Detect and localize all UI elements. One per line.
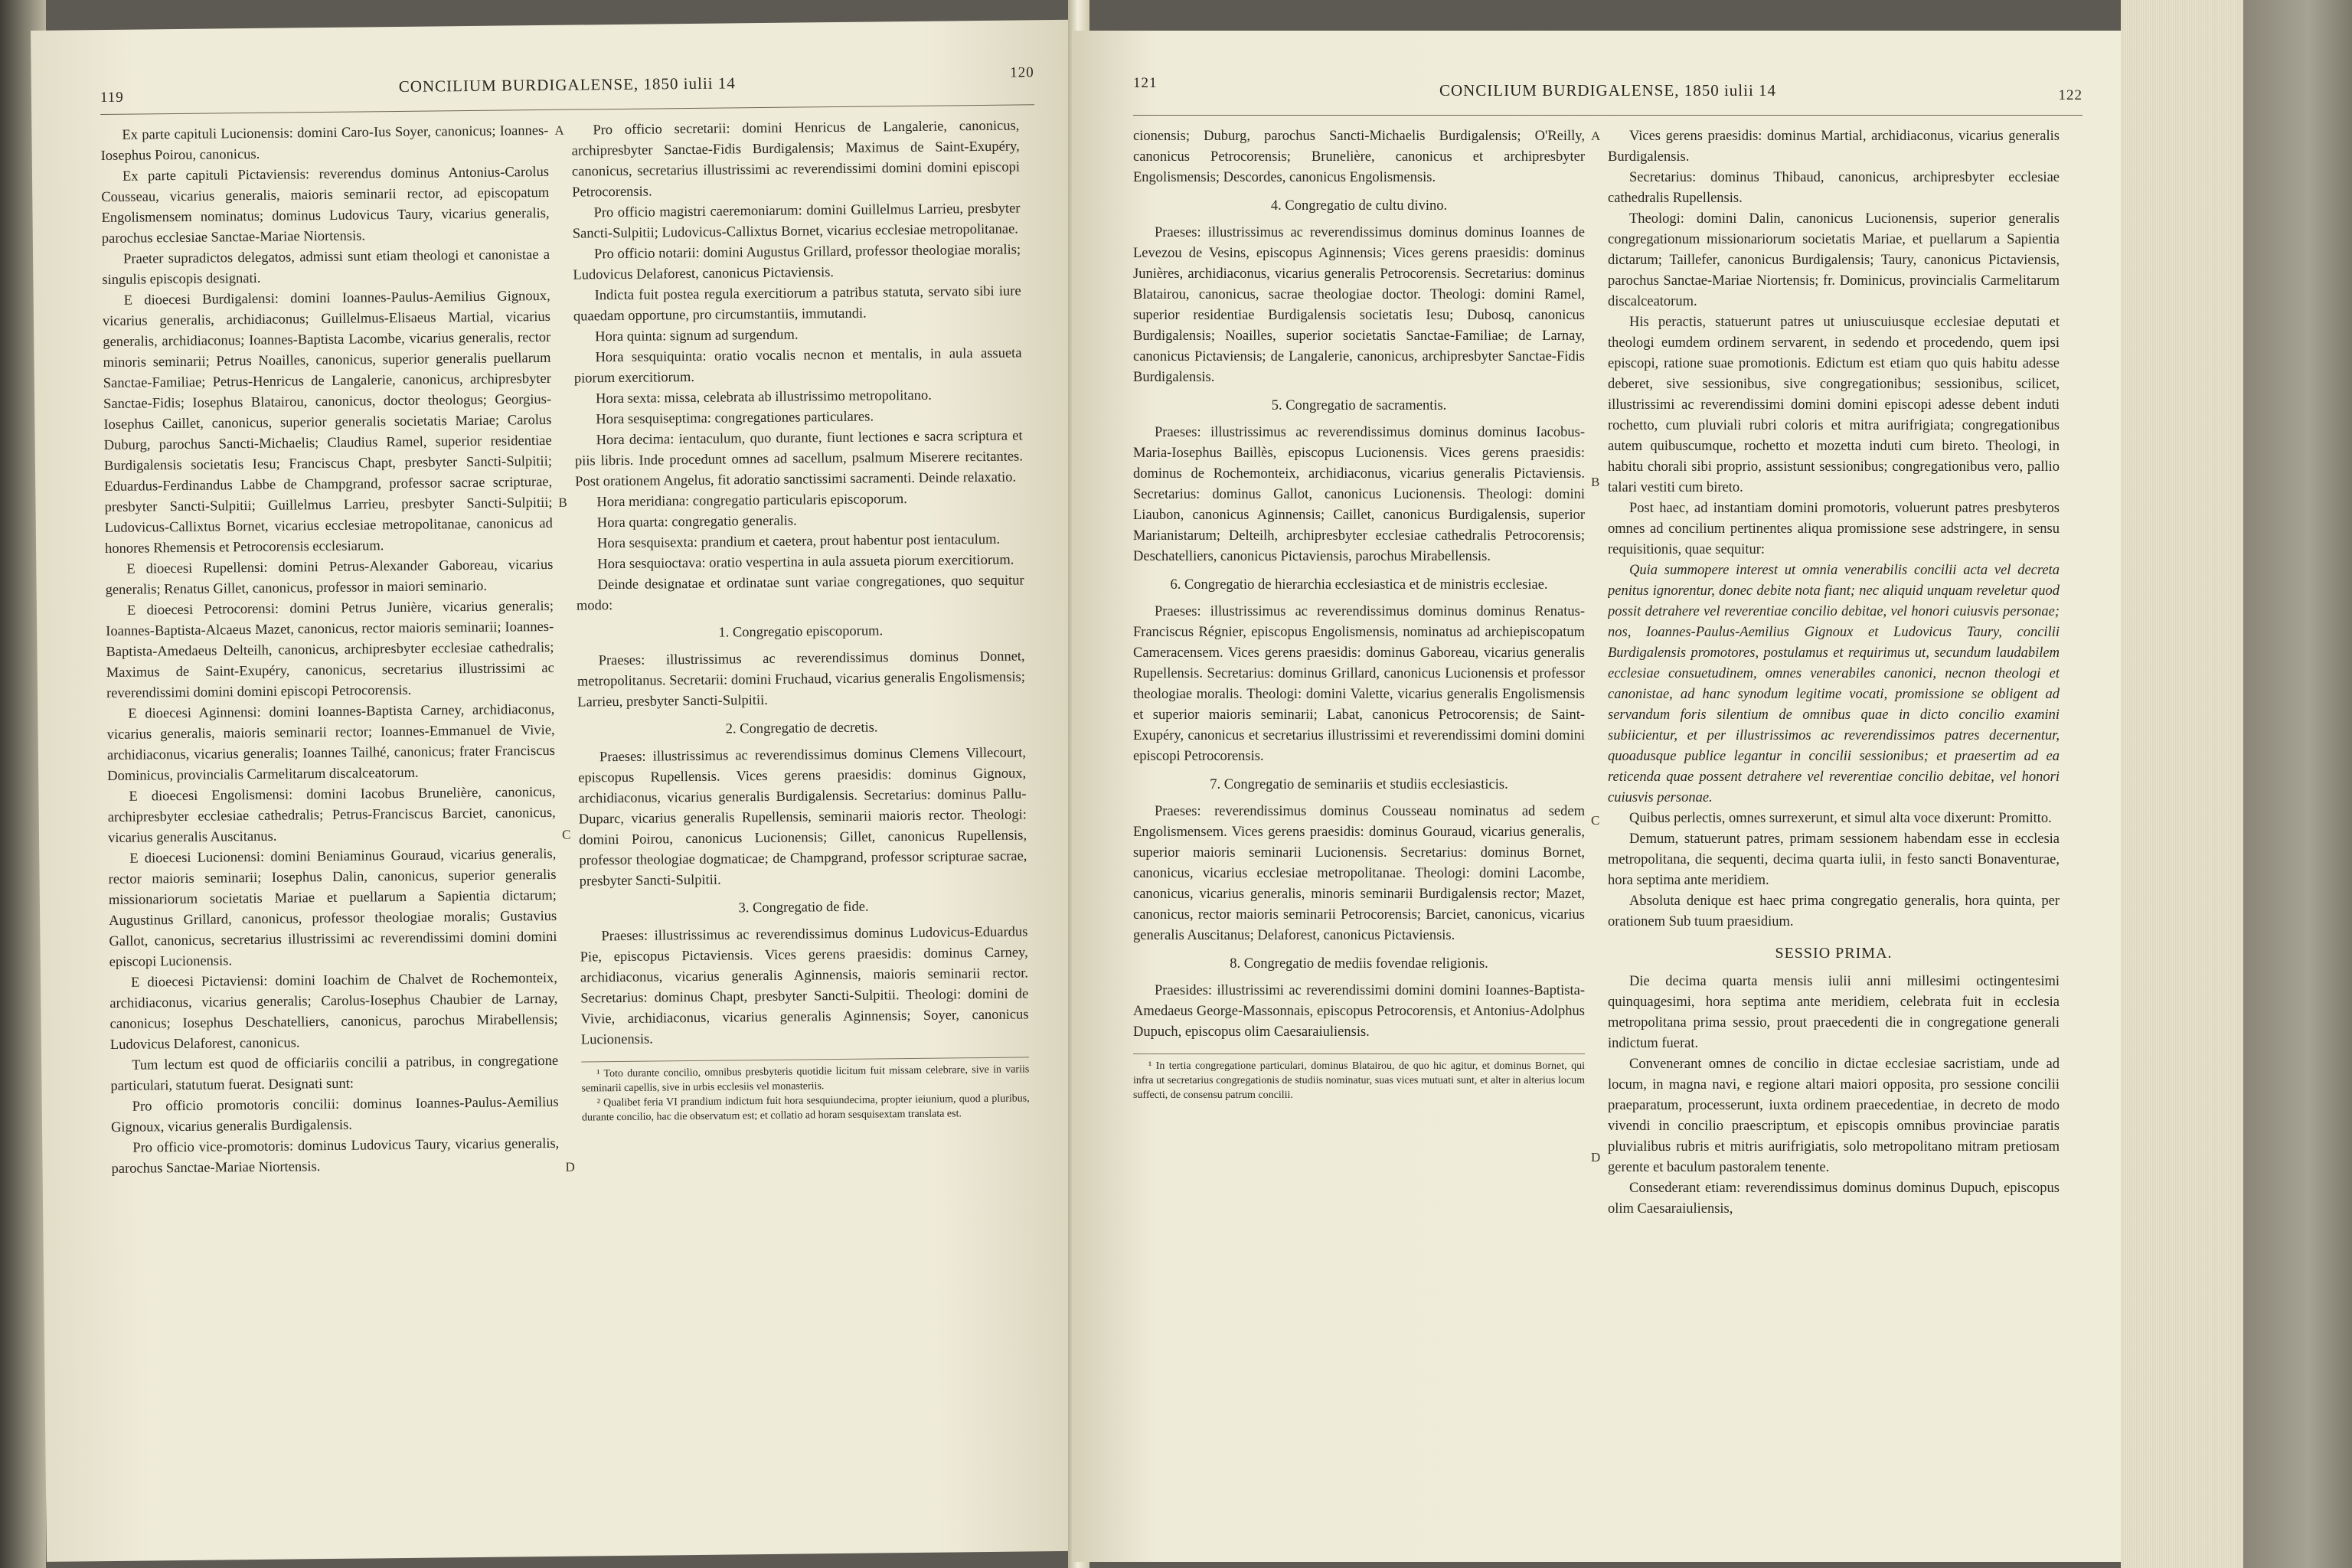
paragraph: Hora sesquiquinta: oratio vocalis necnon et mentalis, in aula assueta piorum exercitiorum. [573,345,1022,387]
congregation-heading: 5. Congregatio de sacramentis. [1271,398,1447,413]
footnote: ¹ In tertia congregatione particulari, dominus Blatairou, de quo hic agitur, et dominus Bornet, qui infra ut secretarius congregationis de studiis nominatur, suas vices mutuati sunt, et alter in alterius locum suffecti, de consensu patrum concilii. [1133,1060,1585,1101]
margin-letter-A: A [554,122,564,138]
congregation-heading: 8. Congregatio de mediis fovendae religionis. [1230,956,1488,972]
session-heading: SESSIO PRIMA. [1775,945,1893,962]
paragraph: Praeter supradictos delegatos, admissi sunt etiam theologi et canonistae a singulis episcopis designati. [102,247,550,289]
margin-letter-B: B [1591,475,1600,489]
right-col-2 [1608,126,2060,1220]
paragraph: Hora sexta: missa, celebrata ab illustrissimo metropolitano. [595,387,932,407]
congregation-text: Praesides: illustrissimi ac reverendissimi domini domini Ioannes-Baptista-Amedaeus George-Massonnais, episcopus Petrocorensis, et Antonius-Adolphus Dupuch, episcopus olim Caesaraiuliensis. [1133,983,1585,1040]
congregation-text: Praeses: illustrissimus ac reverendissimus dominus dominus Renatus-Franciscus Régnier, episcopus Engolismensis, nominatus ad archiepiscopatum Cameracensem. Vices gerens praesidis: dominus Gaboreau, vicarius generalis Rupellensis. Secretarius: dominus Grillard, canonicus Lucionensis et professor theologiae moralis. Theologi: domini Valette, vicarius generalis Engolismensis et superior maioris seminarii; Labat, canonicus Petrocorensis; de Saint-Exupéry, canonicus et secretarius illustrissimi et reverendissimi domini domini episcopi Petrocorensis. [1133,604,1585,764]
left-running-title: CONCILIUM BURDIGALENSE, 1850 iulii 14 [398,74,736,96]
congregation-text: Praeses: illustrissimus ac reverendissimus dominus Donnet, metropolitanus. Secretarii: domini Fruchaud, vicarius generalis Engolismensis; Larrieu, presbyter Sancti-Sulpitii. [577,648,1026,710]
paragraph: Secretarius: dominus Thibaud, canonicus, archipresbyter ecclesiae cathedralis Rupellensis. [1608,170,2060,206]
paragraph: Ex parte capituli Lucionensis: domini Caro-Ius Soyer, canonicus; Ioannes-Iosephus Poirou, canonicus. [100,122,549,165]
paragraph: Pro officio secretarii: domini Henricus de Langalerie, canonicus, archipresbyter Sanctae-Fidis Burdigalensis; Maximus de Saint-Exupéry, canonicus, secretarius illustrissimi ac reverendissimi domini domini episcopi Petrocorensis. [571,118,1021,201]
margin-letter-B: B [558,495,567,510]
paragraph: Demum, statuerunt patres, primam sessionem habendam esse in ecclesia metropolitana, die sequenti, decima quarta iulii, in festo sancti Bonaventurae, hora septima ante meridiem. [1608,831,2060,888]
paragraph: Ex parte capituli Pictaviensis: reverendus dominus Antonius-Carolus Cousseau, vicarius generalis, maioris seminarii rector, ad episcopatum Engolismensem nominatus; dominus Ludovicus Taury, vicarius generalis, parochus ecclesiae Sanctae-Mariae Niortensis. [101,164,550,247]
left-page-number: 119 [100,89,124,106]
right-head-rule [1133,115,2082,116]
paragraph: Hora sesquioctava: oratio vespertina in aula assueta piorum exercitiorum. [597,552,1014,573]
congregation-heading: 3. Congregatio de fide. [738,899,869,916]
paragraph: Consederant etiam: reverendissimus dominus dominus Dupuch, episcopus olim Caesaraiuliensis, [1608,1181,2060,1217]
congregation-heading: 1. Congregatio episcoporum. [718,623,884,641]
background-right [2243,0,2352,1568]
paragraph: His peractis, statuerunt patres ut uniuscuiusque ecclesiae deputati et theologi eumdem ordinem servarent, in sedendo et procedendo, quem ipsi episcopi, ratione suae promotionis. Edictum est etiam quo quis habitu adesse deberet, sive sessionibus, sive congregationibus; sessionibus, scilicet, illustrissimi ac reverendissimi domini domini episcopi adesse debent induti rochetto, cum pluviali rubri coloris et mitra aurifrigiata; congregationibus autem quibuscumque, rochetto et mozetta induti cum bireto. Theologi, in habitu chorali sibi proprio, assistunt sessionibus; congregationibus vero, pallio talari vestiti cum bireto. [1608,315,2060,495]
paragraph: Convenerant omnes de concilio in dictae ecclesiae sacristiam, unde ad locum, in magna navi, e regione altari maiori opposita, pro sessione concilii praeparatum, processerunt, iuxta ordinem praecedentiae, in decreto de modo vivendi in concilio praescriptum, et episcopis omnibus provinciae paratis pluvialibus rubris et mitris aurifrigiatis, solo metropolitano mitram pretiosam gerente et baculum pastoralem tenente. [1608,1057,2060,1175]
congregation-heading: 6. Congregatio de hierarchia ecclesiastica et de ministris ecclesiae. [1170,577,1548,593]
paragraph: Hora sesquisexta: prandium et caetera, prout habentur post ientaculum. [596,531,1001,552]
congregation-text: Praeses: illustrissimus ac reverendissimus dominus Clemens Villecourt, episcopus Rupellensis. Vices gerens praesidis: dominus Gignoux, archidiaconus, vicarius generalis Burdigalensis. Secretarius: dominus Pallu-Duparc, vicarius generalis Rupellensis, seminarii maioris rector. Theologi: domini Poirou, canonicus Lucionensis; Gillet, canonicus Rupellensis, professor theologiae dogmaticae; de Champgrand, professor scripturae sacrae, presbyter Sancti-Sulpitii. [578,745,1027,890]
right-col-1 [1133,126,1585,1102]
paragraph: Post haec, ad instantiam domini promotoris, voluerunt patres presbyteros omnes ad concilium pertinentes aliqua promissione sese adstringere, in sensu requisitionis, quae sequitur: [1608,501,2060,557]
right-column-number: 121 [1133,75,1158,91]
left-column-number: 120 [1010,64,1034,81]
paragraph: Hora sesquiseptima: congregationes particulares. [596,409,874,428]
margin-letter-C: C [1591,813,1600,828]
paragraph: Pro officio notarii: domini Augustus Grillard, professor theologiae moralis; Ludovicus Delaforest, canonicus Pictaviensis. [573,242,1021,283]
paragraph: Pro officio promotoris concilii: dominus Ioannes-Paulus-Aemilius Gignoux, vicarius generalis Burdigalensis. [110,1094,559,1135]
paragraph: Quibus perlectis, omnes surrexerunt, et simul alta voce dixerunt: Promitto. [1629,811,2052,826]
footnote: ² Qualibet feria VI prandium indictum fuit hora sesquiundecima, propter ieiunium, quod a pluribus, durante concilio, hac die observatum est; et collatio ad horam sesquisextam translata est. [581,1093,1030,1124]
congregation-heading: 2. Congregatio de decretis. [725,720,878,737]
margin-letter-C: C [561,827,571,842]
page-block-edge [2121,0,2243,1568]
right-running-head [1133,75,2082,106]
right-page [1072,31,2128,1562]
left-running-head [100,64,1034,105]
left-col-2 [571,116,1030,1125]
paragraph: Vices gerens praesidis: dominus Martial, archidiaconus, vicarius generalis Burdigalensis. [1608,129,2060,165]
congregation-text: Praeses: illustrissimus ac reverendissimus dominus dominus Ioannes de Levezou de Vesins, episcopus Aginnensis; Vices gerens praesidis: dominus Junières, archidiaconus, vicarius generalis Petrocorensis. Secretarius: dominus Blatairou, canonicus, sacrae theologiae doctor. Theologi: domini Ramel, superior residentiae Burdigalensis societatis Iesu; Dubosq, canonicus Burdigalensis; Noailles, superior societatis Sanctae-Familiae; de Larnay, canonicus Pictaviensis; de Langalerie, canonicus, archipresbyter Sanctae-Fidis Burdigalensis. [1133,225,1585,385]
left-col-1 [100,121,559,1180]
congregation-heading: 4. Congregatio de cultu divino. [1270,198,1448,214]
congregation-text: Praeses: illustrissimus ac reverendissimus dominus Ludovicus-Eduardus Pie, episcopus Pictaviensis. Vices gerens praesidis: dominus Carney, archidiaconus, vicarius generalis Aginnensis, maioris seminarii rector. Secretarius: dominus Chapt, presbyter Sancti-Sulpitii. Theologi: domini de Vivie, archidiaconus, vicarius generalis Aginnensis; Soyer, canonicus Lucionensis. [580,924,1029,1048]
oath-text: Quia summopere interest ut omnia venerabilis concilii acta vel decreta penitus ignorentur, donec debite nota fiant; nec aliquid unquam reveletur quod possit detrahere vel reverentiae concilio debitae, vel honori cuiusvis personae; nos, Ioannes-Paulus-Aemilius Gignoux et Ludovicus Taury, concilii Burdigalensis promotores, postulamus et requirimus ut, secundum laudabilem ecclesiae consuetudinem, omnes venerabiles canonici, necnon theologi et canonistae, ad hanc synodum legitime vocati, promissione se obligent ad servandum foris silentium de omnibus quae in dicto concilio examini subiicientur, et per illustrissimos ac reverendissimos patres decernentur, quoadusque publice legantur in concilii sessionibus; et praesertim ad ea reticenda quae possent detrahere vel reverentiae concilio debitae, vel honori cuiusvis personae. [1608,563,2060,805]
left-page [31,20,1096,1562]
paragraph: Hora quarta: congregatio generalis. [596,513,797,531]
footnotes [581,1057,1030,1125]
right-page-number: 122 [2058,87,2082,103]
paragraph: Tum lectum est quod de officiariis concilii a patribus, in congregatione particulari, statutum fuerat. Designati sunt: [110,1053,559,1094]
paragraph: cionensis; Duburg, parochus Sancti-Michaelis Burdigalensis; O'Reilly, canonicus Petrocorensis; Brunelière, canonicus et archipresbyter Engolismensis; Descordes, canonicus Engolismensis. [1133,129,1585,185]
paragraph: Indicta fuit postea regula exercitiorum a patribus statuta, servato sibi iure quaedam opportune, pro circumstantiis, immutandi. [573,283,1021,325]
paragraph: E dioecesi Engolismensi: domini Iacobus Brunelière, canonicus, archipresbyter ecclesiae cathedralis; Petrus-Franciscus Barciet, canonicus, vicarius generalis Auscitanus. [107,784,556,846]
footnote: ¹ Toto durante concilio, omnibus presbyteris quotidie licitum fuit missam celebrare, sive in variis seminarii capellis, sive in urbis ecclesiis vel monasteriis. [581,1063,1030,1095]
paragraph: Absoluta denique est haec prima congregatio generalis, hora quinta, per orationem Sub tuum praesidium. [1608,893,2060,929]
paragraph: Hora quinta: signum ad surgendum. [595,327,799,345]
congregation-text: Praeses: reverendissimus dominus Cousseau nominatus ad sedem Engolismensem. Vices gerens praesidis: dominus Gouraud, vicarius generalis, superior maioris seminarii Lucionensis. Secretarius: dominus Bornet, canonicus, vicarius ecclesiae metropolitanae. Theologi: domini Lacombe, canonicus, vicarius generalis, minoris seminarii Burdigalensis rector; Mazet, canonicus, rector maioris seminarii Petrocorensis; Barciet, canonicus, vicarius generalis Auscitanus; Delaforest, canonicus Pictaviensis. [1133,804,1585,943]
congregation-text: Praeses: illustrissimus ac reverendissimus dominus dominus Iacobus-Maria-Iosephus Baillès, episcopus Lucionensis. Vices gerens praesidis: dominus de Rochemonteix, archidiaconus, vicarius generalis Pictaviensis. Secretarius: dominus Gallot, canonicus Lucionensis. Theologi: domini Liaubon, canonicus Aginnensis; Caillet, canonicus Burdigalensis, superior Marianistarum; Delteilh, archipresbyter ecclesiae cathedralis Petrocorensis; Deschatelliers, canonicus Pictaviensis, parochus Mirabellensis. [1133,425,1585,564]
paragraph: E dioecesi Burdigalensi: domini Ioannes-Paulus-Aemilius Gignoux, vicarius generalis, archidiaconus; Guillelmus-Elisaeus Martial, vicarius generalis, archidiaconus; Ioannes-Baptista Lacombe, vicarius generalis, rector minoris seminarii; Petrus Noailles, canonicus, superior generalis puellarum Sanctae-Familiae; Petrus-Henricus de Langalerie, canonicus, archipresbyter Sanctae-Fidis; Iosephus Blatairou, canonicus, doctor theologus; Georgius-Iosephus Caillet, canonicus, superior generalis societatis Mariae; Carolus Duburg, parochus Sancti-Michaelis; Claudius Ramel, superior residentiae Burdigalensis societatis Iesu; Franciscus Chapt, presbyter Sancti-Sulpitii; Eduardus-Ferdinandus Labbe de Champgrand, professor sacrae scripturae, presbyter Sancti-Sulpitii; Guillelmus Larrieu, presbyter Sancti-Sulpitii; Ludovicus-Callixtus Bornet, vicarius ecclesiae metropolitanae, canonicus ad honores Rhemensis et Petrocorensis ecclesiarum. [102,288,553,557]
margin-letter-D: D [565,1159,575,1174]
margin-letter-D: D [1591,1150,1601,1165]
right-running-title: CONCILIUM BURDIGALENSE, 1850 iulii 14 [1439,81,1777,100]
paragraph: Pro officio magistri caeremoniarum: domini Guillelmus Larrieu, presbyter Sancti-Sulpitii; Ludovicus-Callixtus Bornet, vicarius ecclesiae metropolitanae. [572,201,1021,242]
paragraph: Theologi: domini Dalin, canonicus Lucionensis, superior generalis congregationum missionariorum societatis Mariae, et puellarum a Sapientia dictarum; Taillefer, canonicus Burdigalensis; Taury, canonicus Pictaviensis, parochus Sanctae-Mariae Niortensis; fr. Dominicus, provincialis Carmelitarum discalceatorum. [1608,211,2060,309]
paragraph: E dioecesi Rupellensi: domini Petrus-Alexander Gaboreau, vicarius generalis; Renatus Gillet, canonicus, professor in maiori seminario. [105,557,554,599]
paragraph: Pro officio vice-promotoris: dominus Ludovicus Taury, vicarius generalis, parochus Sanctae-Mariae Niortensis. [111,1135,560,1177]
footnotes [1133,1054,1585,1102]
congregation-heading: 7. Congregatio de seminariis et studiis ecclesiasticis. [1210,777,1508,792]
paragraph: Deinde designatae et ordinatae sunt variae congregationes, quo sequitur modo: [576,573,1024,614]
paragraph: E dioecesi Lucionensi: domini Beniaminus Gouraud, vicarius generalis, rector maioris seminarii; Iosephus Dalin, canonicus, superior generalis missionariorum societatis Mariae et puellarum a Sapientia dictarum; Augustinus Grillard, canonicus, professor theologiae moralis; Gustavius Gallot, canonicus, secretarius illustrissimi ac reverendissimi domini domini episcopi Lucionensis. [108,846,557,970]
margin-letter-A: A [1591,129,1601,143]
paragraph: Hora decima: ientaculum, quo durante, fiunt lectiones e sacra scriptura et piis libris. Inde procedunt omnes ad sacellum, psalmum Miserere recitantes. Post orationem Angelus, fit adoratio sanctissimi sacramenti. Deinde relaxatio. [574,428,1024,490]
paragraph: Die decima quarta mensis iulii anni millesimi octingentesimi quinquagesimi, hora septima ante meridiem, celebrata fuit in ecclesia metropolitana prima sessio, prout praecedenti die in congregatione generali indictum fuerat. [1608,974,2060,1051]
paragraph: E dioecesi Pictaviensi: domini Ioachim de Chalvet de Rochemonteix, archidiaconus, vicarius generalis; Carolus-Iosephus Chaubier de Larnay, canonicus; Iosephus Deschatelliers, canonicus, parochus Mirabellensis; Ludovicus Delaforest, canonicus. [109,970,558,1053]
left-head-rule [100,104,1034,115]
paragraph: E dioecesi Petrocorensi: domini Petrus Junière, vicarius generalis; Ioannes-Baptista-Alcaeus Mazet, canonicus, rector maioris seminarii; Ioannes-Baptista-Amedaeus Delteilh, canonicus, archipresbyter ecclesiae cathedralis; Maximus de Saint-Exupéry, canonicus, secretarius illustrissimi ac reverendissimi domini domini episcopi Petrocorensis. [106,598,554,702]
paragraph: Hora meridiana: congregatio particularis episcoporum. [596,492,907,511]
paragraph: E dioecesi Aginnensi: domini Ioannes-Baptista Carney, archidiaconus, vicarius generalis, maioris seminarii rector; Ioannes-Emmanuel de Vivie, archidiaconus, vicarius generalis; Ioannes Tailhé, canonicus; frater Franciscus Dominicus, provincialis Carmelitarum discalceatorum. [106,701,555,785]
